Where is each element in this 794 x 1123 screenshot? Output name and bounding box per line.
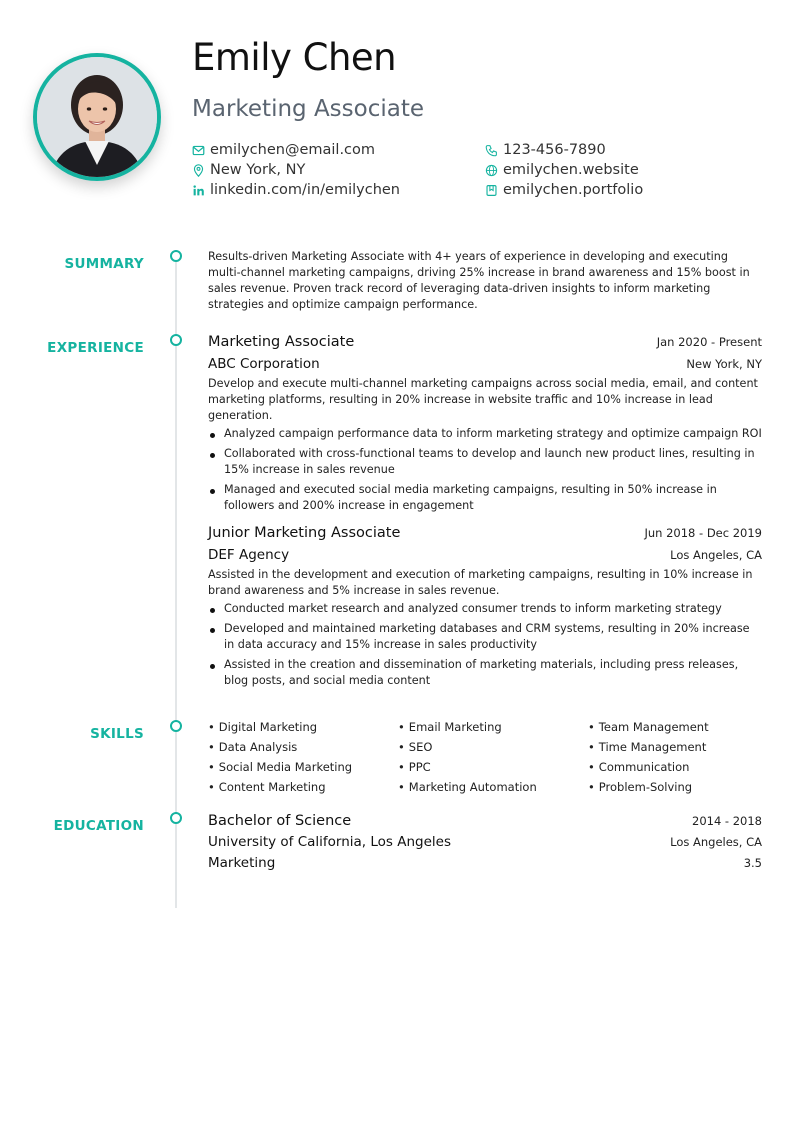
contact-linkedin-text: linkedin.com/in/emilychen (210, 182, 400, 198)
skill-item: • Time Management (588, 739, 768, 755)
location-icon (192, 164, 205, 177)
bookmark-icon (485, 184, 498, 197)
education-degree: Bachelor of Science (208, 813, 352, 829)
candidate-name: Emily Chen (192, 36, 397, 79)
education-entry (208, 813, 762, 876)
job-bullet: Developed and maintained marketing databases and CRM systems, resulting in 20% increase in data accuracy and 15% increase in sales productivity (208, 621, 762, 653)
job-dates: Jan 2020 - Present (656, 335, 762, 349)
contact-phone[interactable] (485, 142, 606, 158)
job-dates: Jun 2018 - Dec 2019 (644, 526, 762, 540)
contact-portfolio-text: emilychen.portfolio (503, 182, 644, 198)
education-school: University of California, Los Angeles (208, 834, 452, 850)
contact-location-text: New York, NY (210, 162, 306, 178)
timeline-dot-experience (170, 334, 182, 346)
timeline-dot-skills (170, 720, 182, 732)
skill-item: • SEO (398, 739, 588, 755)
skill-item: • Problem-Solving (588, 779, 768, 795)
education-field: Marketing (208, 855, 276, 871)
job-title: Junior Marketing Associate (208, 525, 401, 541)
job-role-title: Marketing Associate (192, 96, 425, 122)
person-portrait-icon (37, 57, 157, 177)
skill-item: • PPC (398, 759, 588, 775)
section-title-education: EDUCATION (53, 818, 144, 834)
job-title: Marketing Associate (208, 334, 355, 350)
job-description: Develop and execute multi-channel marketing campaigns across social media, email, and content marketing platforms, resulting in 20% increase in website traffic and 10% increase in lead generation. (208, 377, 758, 422)
mail-icon (192, 144, 205, 157)
job-company: DEF Agency (208, 547, 290, 563)
linkedin-icon (192, 184, 205, 197)
job-bullet: Collaborated with cross-functional teams to develop and launch new product lines, resulting in 15% increase in sales revenue (208, 446, 762, 478)
skill-item: • Social Media Marketing (208, 759, 398, 775)
contact-location (192, 162, 305, 178)
contact-portfolio[interactable] (485, 182, 643, 198)
contact-linkedin[interactable] (192, 182, 400, 198)
contact-website[interactable] (485, 162, 639, 178)
section-title-skills: SKILLS (90, 726, 144, 742)
experience-entry (208, 525, 762, 693)
skill-item: • Content Marketing (208, 779, 398, 795)
contact-phone-text: 123-456-7890 (503, 142, 606, 158)
job-bullet: Assisted in the creation and dissemination of marketing materials, including press releases, blog posts, and social media content (208, 657, 762, 689)
skill-item: • Digital Marketing (208, 719, 398, 735)
profile-photo (33, 53, 161, 181)
globe-icon (485, 164, 498, 177)
job-bullet: Conducted market research and analyzed consumer trends to inform marketing strategy (208, 601, 762, 617)
experience-entry (208, 334, 762, 518)
education-location: Los Angeles, CA (670, 835, 762, 849)
timeline-dot-education (170, 812, 182, 824)
contact-website-text: emilychen.website (503, 162, 639, 178)
job-location: New York, NY (686, 357, 762, 371)
skill-item: • Communication (588, 759, 768, 775)
phone-icon (485, 144, 498, 157)
skill-item: • Team Management (588, 719, 768, 735)
skill-item: • Data Analysis (208, 739, 398, 755)
timeline-dot-summary (170, 250, 182, 262)
contact-email[interactable] (192, 142, 375, 158)
job-bullet: Managed and executed social media marketing campaigns, resulting in 50% increase in followers and 200% increase in engagement (208, 482, 762, 514)
summary-text: Results-driven Marketing Associate with 4+ years of experience in developing and executing multi-channel marketing campaigns, driving 25% increase in brand awareness and 15% boost in sales revenue. Proven track record of leveraging data-driven insights to inform marketing strategies and optimize campaign performance. (208, 250, 750, 311)
education-gpa: 3.5 (743, 856, 762, 870)
job-bullet: Analyzed campaign performance data to inform marketing strategy and optimize campaign ROI (208, 426, 762, 442)
job-bullets (208, 426, 762, 514)
skill-item: • Marketing Automation (398, 779, 588, 795)
job-company: ABC Corporation (208, 356, 320, 372)
contact-email-text: emilychen@email.com (210, 142, 376, 158)
timeline-line (175, 256, 177, 908)
skills-list (208, 719, 768, 795)
job-location: Los Angeles, CA (670, 548, 762, 562)
section-title-experience: EXPERIENCE (47, 340, 144, 356)
skill-item: • Email Marketing (398, 719, 588, 735)
job-description: Assisted in the development and execution of marketing campaigns, resulting in 10% increase in brand awareness and 5% increase in sales revenue. (208, 568, 753, 597)
job-bullets (208, 601, 762, 689)
section-title-summary: SUMMARY (64, 256, 144, 272)
education-dates: 2014 - 2018 (692, 814, 762, 828)
